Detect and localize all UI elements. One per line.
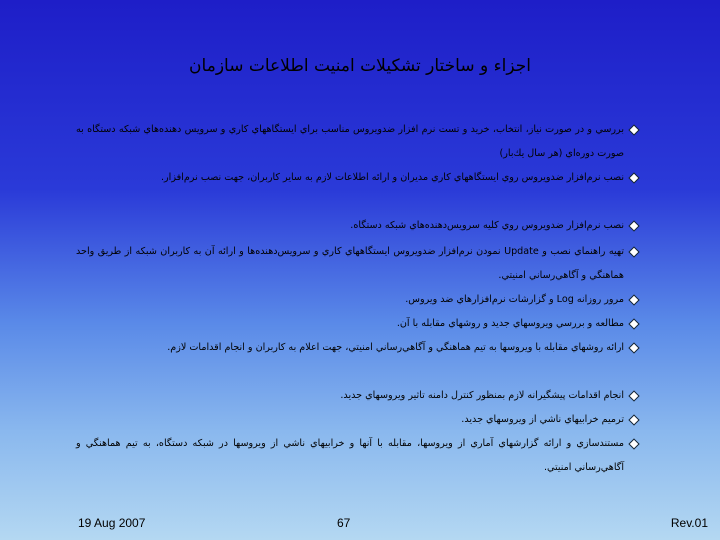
- diamond-bullet-icon: [630, 174, 638, 182]
- bullet-item: [76, 384, 624, 408]
- bullet-item: [76, 408, 624, 432]
- bullet-text: بررسي و در صورت نياز، انتخاب، خريد و تست نرم افزار ضدويروس مناسب براي ايستگاههاي كاري و سرويس دهنده‌هاي شبكه دستگاه به صورت دوره‌اي (هر سال يك‌بار): [76, 124, 624, 159]
- bullet-item: [76, 288, 624, 312]
- page-number: 67: [337, 516, 351, 530]
- slide-title: اجزاء و ساختار تشکيلات امنيت اطلاعات سازمان: [189, 56, 531, 76]
- diamond-bullet-icon: [630, 248, 638, 256]
- revision-label: Rev.01: [670, 516, 708, 530]
- bullet-item: [76, 312, 624, 336]
- diamond-bullet-icon: [630, 440, 638, 448]
- bullet-item: [76, 432, 624, 480]
- diamond-bullet-icon: [630, 392, 638, 400]
- bullet-item: [76, 336, 624, 384]
- bullet-item: [76, 118, 624, 166]
- bullet-text: مطالعه و بررسي ويروسهاي جديد و روشهاي مقابله با آن.: [396, 318, 624, 329]
- diamond-bullet-icon: [630, 296, 638, 304]
- bullet-item: [76, 240, 624, 288]
- diamond-bullet-icon: [630, 416, 638, 424]
- bullet-text: مستندسازي و ارائه گزارشهاي آماري از ويروسها، مقابله با آنها و خرابيهاي ناشي از ويروسها در شبكه دستگاه، به تيم هماهنگي و آگاهي‌رساني امنيتي.: [76, 438, 624, 473]
- bullet-text: ترميم خرابيهاي ناشي از ويروسهاي جديد.: [461, 414, 624, 425]
- bullet-list: [76, 118, 624, 480]
- diamond-bullet-icon: [630, 126, 638, 134]
- diamond-bullet-icon: [630, 344, 638, 352]
- bullet-item: [76, 166, 624, 214]
- footer-date: 19 Aug 2007: [78, 516, 146, 530]
- bullet-text: نصب نرم‌افزار ضدويروس روي كليه سرويس‌دهنده‌هاي شبكه دستگاه.: [350, 220, 624, 231]
- bullet-text: ارائه روشهاي مقابله با ويروسها به تيم هماهنگي و آگاهي‌رساني امنيتي، جهت اعلام به كاربران و انجام اقدامات لازم.: [167, 342, 624, 353]
- bullet-item: [76, 214, 624, 240]
- bullet-text: نصب نرم‌افزار ضدويروس روي ايستگاههاي كاري مديران و ارائه اطلاعات لازم به ساير كاربران، جهت نصب نرم‌افزار.: [160, 172, 624, 183]
- diamond-bullet-icon: [630, 222, 638, 230]
- bullet-text: مرور روزانه Log و گزارشات نرم‌افزارهاي ضد ويروس.: [405, 294, 624, 305]
- bullet-text: تهيه راهنماي نصب و Update نمودن نرم‌افزار ضدويروس ايستگاههاي كاري و سرويس‌دهنده‌ها و ارائه آن به كاربران شبكه از طريق واحد هماهنگي و آگاهي‌رساني امنيتي.: [76, 246, 624, 281]
- bullet-text: انجام اقدامات پيشگيرانه لازم بمنظور كنترل دامنه تاثير ويروسهاي جديد.: [340, 390, 624, 401]
- diamond-bullet-icon: [630, 320, 638, 328]
